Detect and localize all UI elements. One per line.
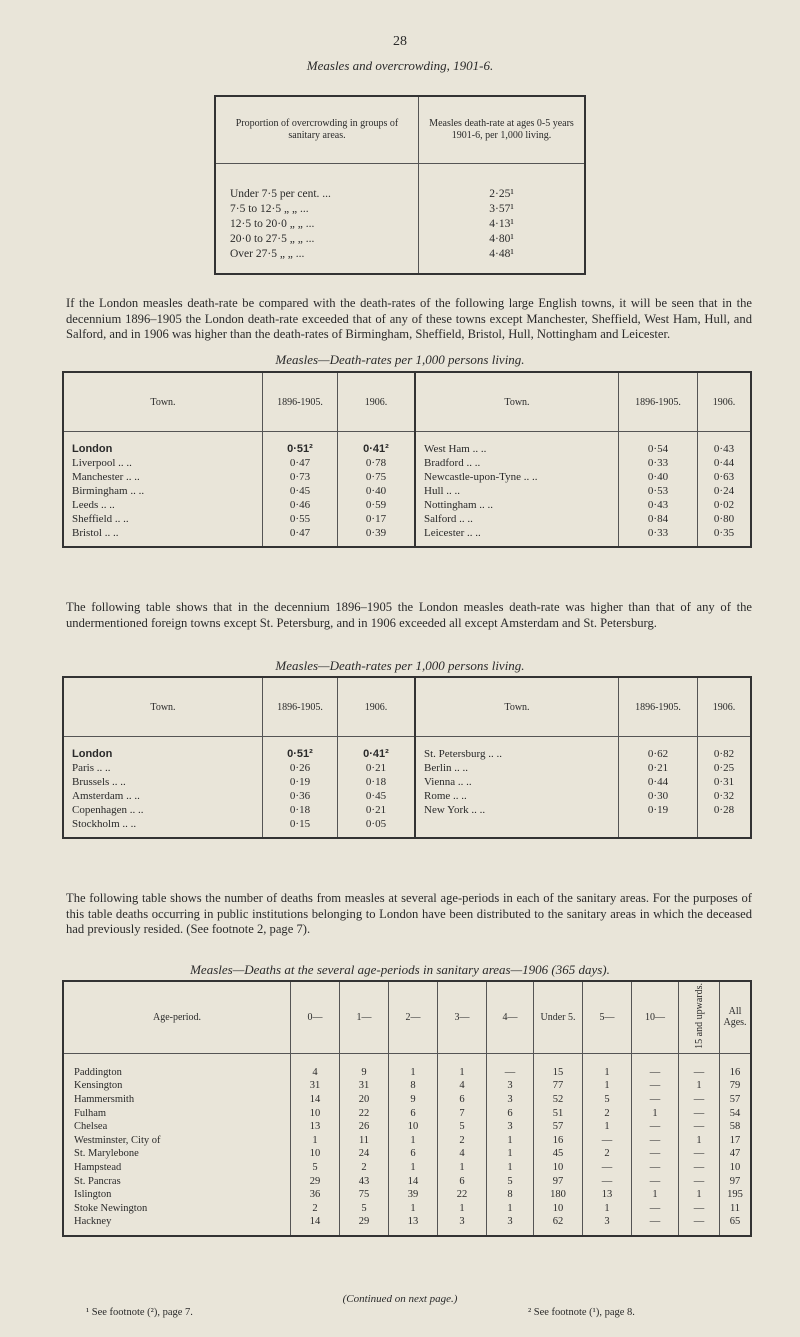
t2-header: 1906. bbox=[338, 372, 416, 432]
t4-count: 58 bbox=[720, 1120, 752, 1134]
t4-count: 1 bbox=[583, 1202, 632, 1216]
t4-count: 3 bbox=[487, 1093, 534, 1107]
t2-rate: 0·78 bbox=[338, 456, 416, 470]
t4-count: 10 bbox=[534, 1161, 583, 1175]
t2-town: Liverpool .. .. bbox=[72, 457, 132, 469]
t1-proportion: 7·5 to 12·5 „ „ ... bbox=[230, 202, 309, 215]
t4-count: 3 bbox=[487, 1120, 534, 1134]
t4-count: 10 bbox=[389, 1120, 438, 1134]
t4-count: 24 bbox=[340, 1147, 389, 1161]
t1-row bbox=[215, 216, 585, 231]
t4-count: 54 bbox=[720, 1107, 752, 1121]
t2-town: Newcastle-upon-Tyne .. .. bbox=[415, 470, 619, 484]
t4-count: — bbox=[679, 1107, 720, 1121]
t2-row bbox=[63, 470, 751, 484]
t2-town: Nottingham .. .. bbox=[415, 498, 619, 512]
foreign-towns-table bbox=[62, 676, 752, 839]
t2-town: Salford .. .. bbox=[415, 512, 619, 526]
t4-count: 2 bbox=[291, 1202, 340, 1216]
t4-count: 77 bbox=[534, 1079, 583, 1093]
t4-area: Hackney bbox=[74, 1216, 112, 1228]
overcrowding-table bbox=[214, 95, 586, 275]
t2-header: Town. bbox=[415, 372, 619, 432]
t1-rate: 4·80¹ bbox=[419, 231, 586, 246]
t3-header: Town. bbox=[415, 677, 619, 737]
t1-header-proportion: Proportion of overcrowding in groups of sanitary areas. bbox=[215, 96, 419, 164]
t4-count: 5 bbox=[438, 1120, 487, 1134]
t4-count: 8 bbox=[487, 1188, 534, 1202]
paragraph-english-towns: If the London measles death-rate be compared with the death-rates of the following large English towns, it will be seen that in the decennium 1896–1905 the London death-rate exceeded that of any of these towns except Manchester, Sheffield, West Ham, Hull, and Salford, and in 1906 was higher than the death-rates of Birmingham, Sheffield, Bristol, Hull, Nottingham and Leicester. bbox=[66, 296, 752, 341]
t4-row bbox=[63, 1093, 751, 1107]
t3-row bbox=[63, 761, 751, 775]
t4-count: 36 bbox=[291, 1188, 340, 1202]
t4-count: 5 bbox=[487, 1175, 534, 1189]
t4-count: — bbox=[632, 1053, 679, 1079]
t2-town: Bristol .. .. bbox=[72, 527, 119, 539]
t4-count: — bbox=[632, 1079, 679, 1093]
t4-count: 3 bbox=[438, 1215, 487, 1236]
t4-count: — bbox=[632, 1215, 679, 1236]
t3-town: Paris .. .. bbox=[72, 762, 111, 774]
t2-town: London bbox=[72, 443, 113, 455]
t2-rate: 0·63 bbox=[698, 470, 752, 484]
t3-town: Copenhagen .. .. bbox=[72, 804, 144, 816]
t2-rate: 0·51² bbox=[263, 432, 338, 457]
t4-header: 3— bbox=[438, 981, 487, 1053]
t4-count: 1 bbox=[438, 1053, 487, 1079]
t3-town: Stockholm .. .. bbox=[72, 818, 137, 830]
t4-count: — bbox=[632, 1120, 679, 1134]
t3-town bbox=[415, 817, 619, 838]
t4-count: 2 bbox=[583, 1147, 632, 1161]
t3-town: Amsterdam .. .. bbox=[72, 790, 140, 802]
t4-row bbox=[63, 1175, 751, 1189]
t2-rate: 0·02 bbox=[698, 498, 752, 512]
t4-count: 97 bbox=[720, 1175, 752, 1189]
english-towns-table bbox=[62, 371, 752, 548]
table2-caption: Measles—Death-rates per 1,000 persons living. bbox=[275, 352, 525, 367]
t4-count: — bbox=[583, 1175, 632, 1189]
t2-rate: 0·39 bbox=[338, 526, 416, 547]
t3-rate: 0·26 bbox=[263, 761, 338, 775]
t2-rate: 0·44 bbox=[698, 456, 752, 470]
t4-count: 26 bbox=[340, 1120, 389, 1134]
t4-count: 1 bbox=[632, 1107, 679, 1121]
t4-count: 1 bbox=[679, 1188, 720, 1202]
t4-count: 10 bbox=[534, 1202, 583, 1216]
t4-count: 65 bbox=[720, 1215, 752, 1236]
t3-rate: 0·45 bbox=[338, 789, 416, 803]
t4-area: Westminster, City of bbox=[74, 1134, 161, 1146]
t3-rate: 0·82 bbox=[698, 737, 752, 762]
t3-town: Vienna .. .. bbox=[415, 775, 619, 789]
t4-count: — bbox=[487, 1053, 534, 1079]
t1-row bbox=[215, 246, 585, 274]
t1-row bbox=[215, 164, 585, 202]
t4-header: 2— bbox=[389, 981, 438, 1053]
t2-rate: 0·45 bbox=[263, 484, 338, 498]
t2-town: Hull .. .. bbox=[415, 484, 619, 498]
t4-area: Hampstead bbox=[74, 1161, 122, 1173]
t2-header: 1906. bbox=[698, 372, 752, 432]
t2-rate: 0·55 bbox=[263, 512, 338, 526]
t4-count: 4 bbox=[438, 1079, 487, 1093]
t2-town: Birmingham .. .. bbox=[72, 485, 145, 497]
t4-count: — bbox=[679, 1053, 720, 1079]
t4-count: 180 bbox=[534, 1188, 583, 1202]
t4-count: — bbox=[679, 1147, 720, 1161]
t4-count: — bbox=[583, 1134, 632, 1148]
t4-count: — bbox=[679, 1161, 720, 1175]
t3-town: London bbox=[72, 748, 113, 760]
t4-count: — bbox=[679, 1202, 720, 1216]
t4-count: 4 bbox=[438, 1147, 487, 1161]
t4-count: 45 bbox=[534, 1147, 583, 1161]
t4-count: 29 bbox=[340, 1215, 389, 1236]
t2-rate: 0·73 bbox=[263, 470, 338, 484]
t4-count: — bbox=[583, 1161, 632, 1175]
t3-rate: 0·18 bbox=[338, 775, 416, 789]
t3-rate: 0·25 bbox=[698, 761, 752, 775]
t4-count: 1 bbox=[487, 1147, 534, 1161]
t1-header-rate: Measles death-rate at ages 0-5 years 1901-6, per 1,000 living. bbox=[419, 96, 586, 164]
t4-row bbox=[63, 1079, 751, 1093]
t4-count: 1 bbox=[583, 1120, 632, 1134]
t4-count: 1 bbox=[291, 1134, 340, 1148]
t4-count: 14 bbox=[389, 1175, 438, 1189]
t4-count: 20 bbox=[340, 1093, 389, 1107]
t2-header: Town. bbox=[63, 372, 263, 432]
t4-row bbox=[63, 1053, 751, 1079]
t4-count: 11 bbox=[340, 1134, 389, 1148]
t2-rate: 0·40 bbox=[338, 484, 416, 498]
t4-count: 1 bbox=[679, 1079, 720, 1093]
t4-count: 39 bbox=[389, 1188, 438, 1202]
t4-count: 5 bbox=[291, 1161, 340, 1175]
t4-count: 57 bbox=[534, 1120, 583, 1134]
t2-rate: 0·41² bbox=[338, 432, 416, 457]
t4-count: 1 bbox=[487, 1202, 534, 1216]
t4-count: 9 bbox=[340, 1053, 389, 1079]
t4-count: 2 bbox=[438, 1134, 487, 1148]
paragraph-age-periods: The following table shows the number of deaths from measles at several age-periods in each of the sanitary areas. For the purposes of this table deaths occurring in public institutions belonging to London have been distributed to the sanitary areas in which the deceased had previously resided. (See footnote 2, page 7). bbox=[66, 891, 752, 936]
t2-row bbox=[63, 456, 751, 470]
t2-town: Bradford .. .. bbox=[415, 456, 619, 470]
table1-caption: Measles and overcrowding, 1901-6. bbox=[306, 58, 494, 73]
t4-header-vertical: 15 and upwards. bbox=[693, 983, 705, 1049]
t2-rate: 0·35 bbox=[698, 526, 752, 547]
t3-rate bbox=[698, 817, 752, 838]
t4-count: — bbox=[632, 1202, 679, 1216]
t3-rate: 0·05 bbox=[338, 817, 416, 838]
t3-row bbox=[63, 817, 751, 838]
t4-count: — bbox=[679, 1175, 720, 1189]
t3-town: St. Petersburg .. .. bbox=[415, 737, 619, 762]
t4-count: 17 bbox=[720, 1134, 752, 1148]
t1-proportion: Under 7·5 per cent. ... bbox=[230, 187, 331, 200]
t3-town: New York .. .. bbox=[415, 803, 619, 817]
t4-count: 75 bbox=[340, 1188, 389, 1202]
t3-rate: 0·32 bbox=[698, 789, 752, 803]
t3-rate: 0·31 bbox=[698, 775, 752, 789]
t4-count: 1 bbox=[389, 1202, 438, 1216]
t1-rate: 3·57¹ bbox=[419, 201, 586, 216]
t2-row bbox=[63, 484, 751, 498]
t3-rate: 0·51² bbox=[263, 737, 338, 762]
t4-count: 31 bbox=[340, 1079, 389, 1093]
t3-rate: 0·30 bbox=[619, 789, 698, 803]
t2-rate: 0·80 bbox=[698, 512, 752, 526]
paragraph-foreign-towns: The following table shows that in the decennium 1896–1905 the London measles death-rate was higher than that of any of the undermentioned foreign towns except St. Petersburg, and in 1906 exceeded all except Amsterdam and St. Petersburg. bbox=[66, 600, 752, 630]
t4-count: 3 bbox=[487, 1079, 534, 1093]
t4-count: 57 bbox=[720, 1093, 752, 1107]
age-period-table bbox=[62, 980, 752, 1237]
t3-town: Brussels .. .. bbox=[72, 776, 126, 788]
t4-header: All Ages. bbox=[720, 981, 752, 1053]
t3-header: 1906. bbox=[698, 677, 752, 737]
t4-count: 1 bbox=[679, 1134, 720, 1148]
t1-row bbox=[215, 201, 585, 216]
t1-proportion: 20·0 to 27·5 „ „ ... bbox=[230, 232, 315, 245]
t4-count: 3 bbox=[487, 1215, 534, 1236]
t4-row bbox=[63, 1215, 751, 1236]
t3-header: 1896-1905. bbox=[619, 677, 698, 737]
t4-count: 4 bbox=[291, 1053, 340, 1079]
t4-count: — bbox=[632, 1134, 679, 1148]
t4-row bbox=[63, 1120, 751, 1134]
t4-header: 5— bbox=[583, 981, 632, 1053]
t3-rate: 0·28 bbox=[698, 803, 752, 817]
t3-header: 1906. bbox=[338, 677, 416, 737]
t2-rate: 0·33 bbox=[619, 526, 698, 547]
t4-count: 10 bbox=[291, 1107, 340, 1121]
t3-row bbox=[63, 789, 751, 803]
page-number: 28 bbox=[393, 34, 407, 49]
t2-rate: 0·40 bbox=[619, 470, 698, 484]
t4-row bbox=[63, 1134, 751, 1148]
t3-rate: 0·18 bbox=[263, 803, 338, 817]
t2-header: 1896-1905. bbox=[619, 372, 698, 432]
t4-count: 1 bbox=[632, 1188, 679, 1202]
t4-area: Paddington bbox=[74, 1066, 122, 1078]
t2-row bbox=[63, 512, 751, 526]
t4-area: Stoke Newington bbox=[74, 1202, 148, 1214]
t4-count: 51 bbox=[534, 1107, 583, 1121]
t4-count: 7 bbox=[438, 1107, 487, 1121]
t4-count: 16 bbox=[720, 1053, 752, 1079]
t4-count: — bbox=[632, 1175, 679, 1189]
t4-count: 6 bbox=[389, 1107, 438, 1121]
footnote-2: ² See footnote (¹), page 8. bbox=[528, 1307, 635, 1318]
t4-count: 22 bbox=[438, 1188, 487, 1202]
t2-rate: 0·84 bbox=[619, 512, 698, 526]
t4-count: — bbox=[632, 1093, 679, 1107]
t2-header: 1896-1905. bbox=[263, 372, 338, 432]
t3-row bbox=[63, 775, 751, 789]
t3-rate: 0·19 bbox=[263, 775, 338, 789]
t4-count: 62 bbox=[534, 1215, 583, 1236]
t4-count: — bbox=[632, 1147, 679, 1161]
t4-row bbox=[63, 1188, 751, 1202]
t4-count: 97 bbox=[534, 1175, 583, 1189]
t4-count: 6 bbox=[438, 1093, 487, 1107]
t4-count: 5 bbox=[340, 1202, 389, 1216]
t4-count: 1 bbox=[487, 1161, 534, 1175]
t4-count: 13 bbox=[389, 1215, 438, 1236]
t4-count: 3 bbox=[583, 1215, 632, 1236]
t4-count: 1 bbox=[438, 1161, 487, 1175]
t4-count: 13 bbox=[291, 1120, 340, 1134]
t4-header: Under 5. bbox=[534, 981, 583, 1053]
t4-count: 16 bbox=[534, 1134, 583, 1148]
continued-note: (Continued on next page.) bbox=[342, 1293, 458, 1305]
t4-count: 1 bbox=[487, 1134, 534, 1148]
t4-count: 10 bbox=[291, 1147, 340, 1161]
t2-rate: 0·75 bbox=[338, 470, 416, 484]
t3-row bbox=[63, 803, 751, 817]
t4-count: 1 bbox=[438, 1202, 487, 1216]
t4-count: 6 bbox=[487, 1107, 534, 1121]
t4-count: 2 bbox=[583, 1107, 632, 1121]
t4-count: 1 bbox=[389, 1134, 438, 1148]
t4-header: 1— bbox=[340, 981, 389, 1053]
t2-rate: 0·47 bbox=[263, 526, 338, 547]
t2-rate: 0·24 bbox=[698, 484, 752, 498]
t4-count: 43 bbox=[340, 1175, 389, 1189]
t4-header: 0— bbox=[291, 981, 340, 1053]
t2-rate: 0·59 bbox=[338, 498, 416, 512]
t4-count: 1 bbox=[583, 1053, 632, 1079]
t4-count: — bbox=[679, 1120, 720, 1134]
t3-town: Berlin .. .. bbox=[415, 761, 619, 775]
t2-rate: 0·43 bbox=[698, 432, 752, 457]
t4-area: Islington bbox=[74, 1189, 112, 1201]
t4-count: 14 bbox=[291, 1093, 340, 1107]
t4-count: 52 bbox=[534, 1093, 583, 1107]
t4-row bbox=[63, 1147, 751, 1161]
t3-rate: 0·21 bbox=[619, 761, 698, 775]
t4-count: 79 bbox=[720, 1079, 752, 1093]
t3-rate: 0·62 bbox=[619, 737, 698, 762]
t4-count: 1 bbox=[389, 1161, 438, 1175]
t1-rate: 2·25¹ bbox=[419, 164, 586, 202]
t3-header: 1896-1905. bbox=[263, 677, 338, 737]
t2-rate: 0·53 bbox=[619, 484, 698, 498]
t2-rate: 0·47 bbox=[263, 456, 338, 470]
t3-rate: 0·41² bbox=[338, 737, 416, 762]
t4-area: St. Pancras bbox=[74, 1175, 121, 1187]
t2-row bbox=[63, 432, 751, 457]
t2-row bbox=[63, 498, 751, 512]
t2-rate: 0·43 bbox=[619, 498, 698, 512]
t4-count: 1 bbox=[583, 1079, 632, 1093]
t2-town: Manchester .. .. bbox=[72, 471, 140, 483]
t4-header: 10— bbox=[632, 981, 679, 1053]
t4-area: Chelsea bbox=[74, 1121, 108, 1133]
t4-count: 1 bbox=[389, 1053, 438, 1079]
t4-count: 10 bbox=[720, 1161, 752, 1175]
t2-town: Leicester .. .. bbox=[415, 526, 619, 547]
t4-count: 47 bbox=[720, 1147, 752, 1161]
t4-count: 13 bbox=[583, 1188, 632, 1202]
t2-town: Sheffield .. .. bbox=[72, 513, 129, 525]
t1-rate: 4·48¹ bbox=[419, 246, 586, 274]
t4-row bbox=[63, 1107, 751, 1121]
t4-count: — bbox=[632, 1161, 679, 1175]
t4-row bbox=[63, 1202, 751, 1216]
t4-count: — bbox=[679, 1215, 720, 1236]
t4-row bbox=[63, 1161, 751, 1175]
t4-header: 4— bbox=[487, 981, 534, 1053]
t4-count: 22 bbox=[340, 1107, 389, 1121]
t4-count: 11 bbox=[720, 1202, 752, 1216]
footnote-1: ¹ See footnote (²), page 7. bbox=[86, 1307, 193, 1318]
t2-rate: 0·17 bbox=[338, 512, 416, 526]
t2-rate: 0·46 bbox=[263, 498, 338, 512]
t4-header: Age-period. bbox=[63, 981, 291, 1053]
t4-count: — bbox=[679, 1093, 720, 1107]
t3-town: Rome .. .. bbox=[415, 789, 619, 803]
t3-rate bbox=[619, 817, 698, 838]
t2-rate: 0·54 bbox=[619, 432, 698, 457]
t4-count: 195 bbox=[720, 1188, 752, 1202]
t3-rate: 0·19 bbox=[619, 803, 698, 817]
t4-area: Kensington bbox=[74, 1080, 123, 1092]
t1-rate: 4·13¹ bbox=[419, 216, 586, 231]
t3-rate: 0·21 bbox=[338, 803, 416, 817]
t4-count: 14 bbox=[291, 1215, 340, 1236]
t4-count: 15 bbox=[534, 1053, 583, 1079]
t4-count: 9 bbox=[389, 1093, 438, 1107]
t4-count: 5 bbox=[583, 1093, 632, 1107]
t4-count: 29 bbox=[291, 1175, 340, 1189]
t2-town: West Ham .. .. bbox=[415, 432, 619, 457]
t3-row bbox=[63, 737, 751, 762]
t4-area: St. Marylebone bbox=[74, 1148, 139, 1160]
t1-proportion: 12·5 to 20·0 „ „ ... bbox=[230, 217, 315, 230]
t3-rate: 0·15 bbox=[263, 817, 338, 838]
t4-count: 8 bbox=[389, 1079, 438, 1093]
t3-header: Town. bbox=[63, 677, 263, 737]
t4-header bbox=[679, 981, 720, 1053]
t3-rate: 0·36 bbox=[263, 789, 338, 803]
t2-town: Leeds .. .. bbox=[72, 499, 115, 511]
t4-count: 6 bbox=[438, 1175, 487, 1189]
t4-count: 31 bbox=[291, 1079, 340, 1093]
t1-row bbox=[215, 231, 585, 246]
t1-proportion: Over 27·5 „ „ ... bbox=[230, 247, 305, 260]
table3-caption: Measles—Death-rates per 1,000 persons living. bbox=[275, 658, 525, 673]
t2-row bbox=[63, 526, 751, 547]
t4-area: Hammersmith bbox=[74, 1094, 135, 1106]
t4-count: 6 bbox=[389, 1147, 438, 1161]
t2-rate: 0·33 bbox=[619, 456, 698, 470]
t3-rate: 0·44 bbox=[619, 775, 698, 789]
table4-caption: Measles—Deaths at the several age-periods in sanitary areas—1906 (365 days). bbox=[190, 962, 610, 977]
t3-rate: 0·21 bbox=[338, 761, 416, 775]
t4-count: 2 bbox=[340, 1161, 389, 1175]
t4-area: Fulham bbox=[74, 1107, 107, 1119]
